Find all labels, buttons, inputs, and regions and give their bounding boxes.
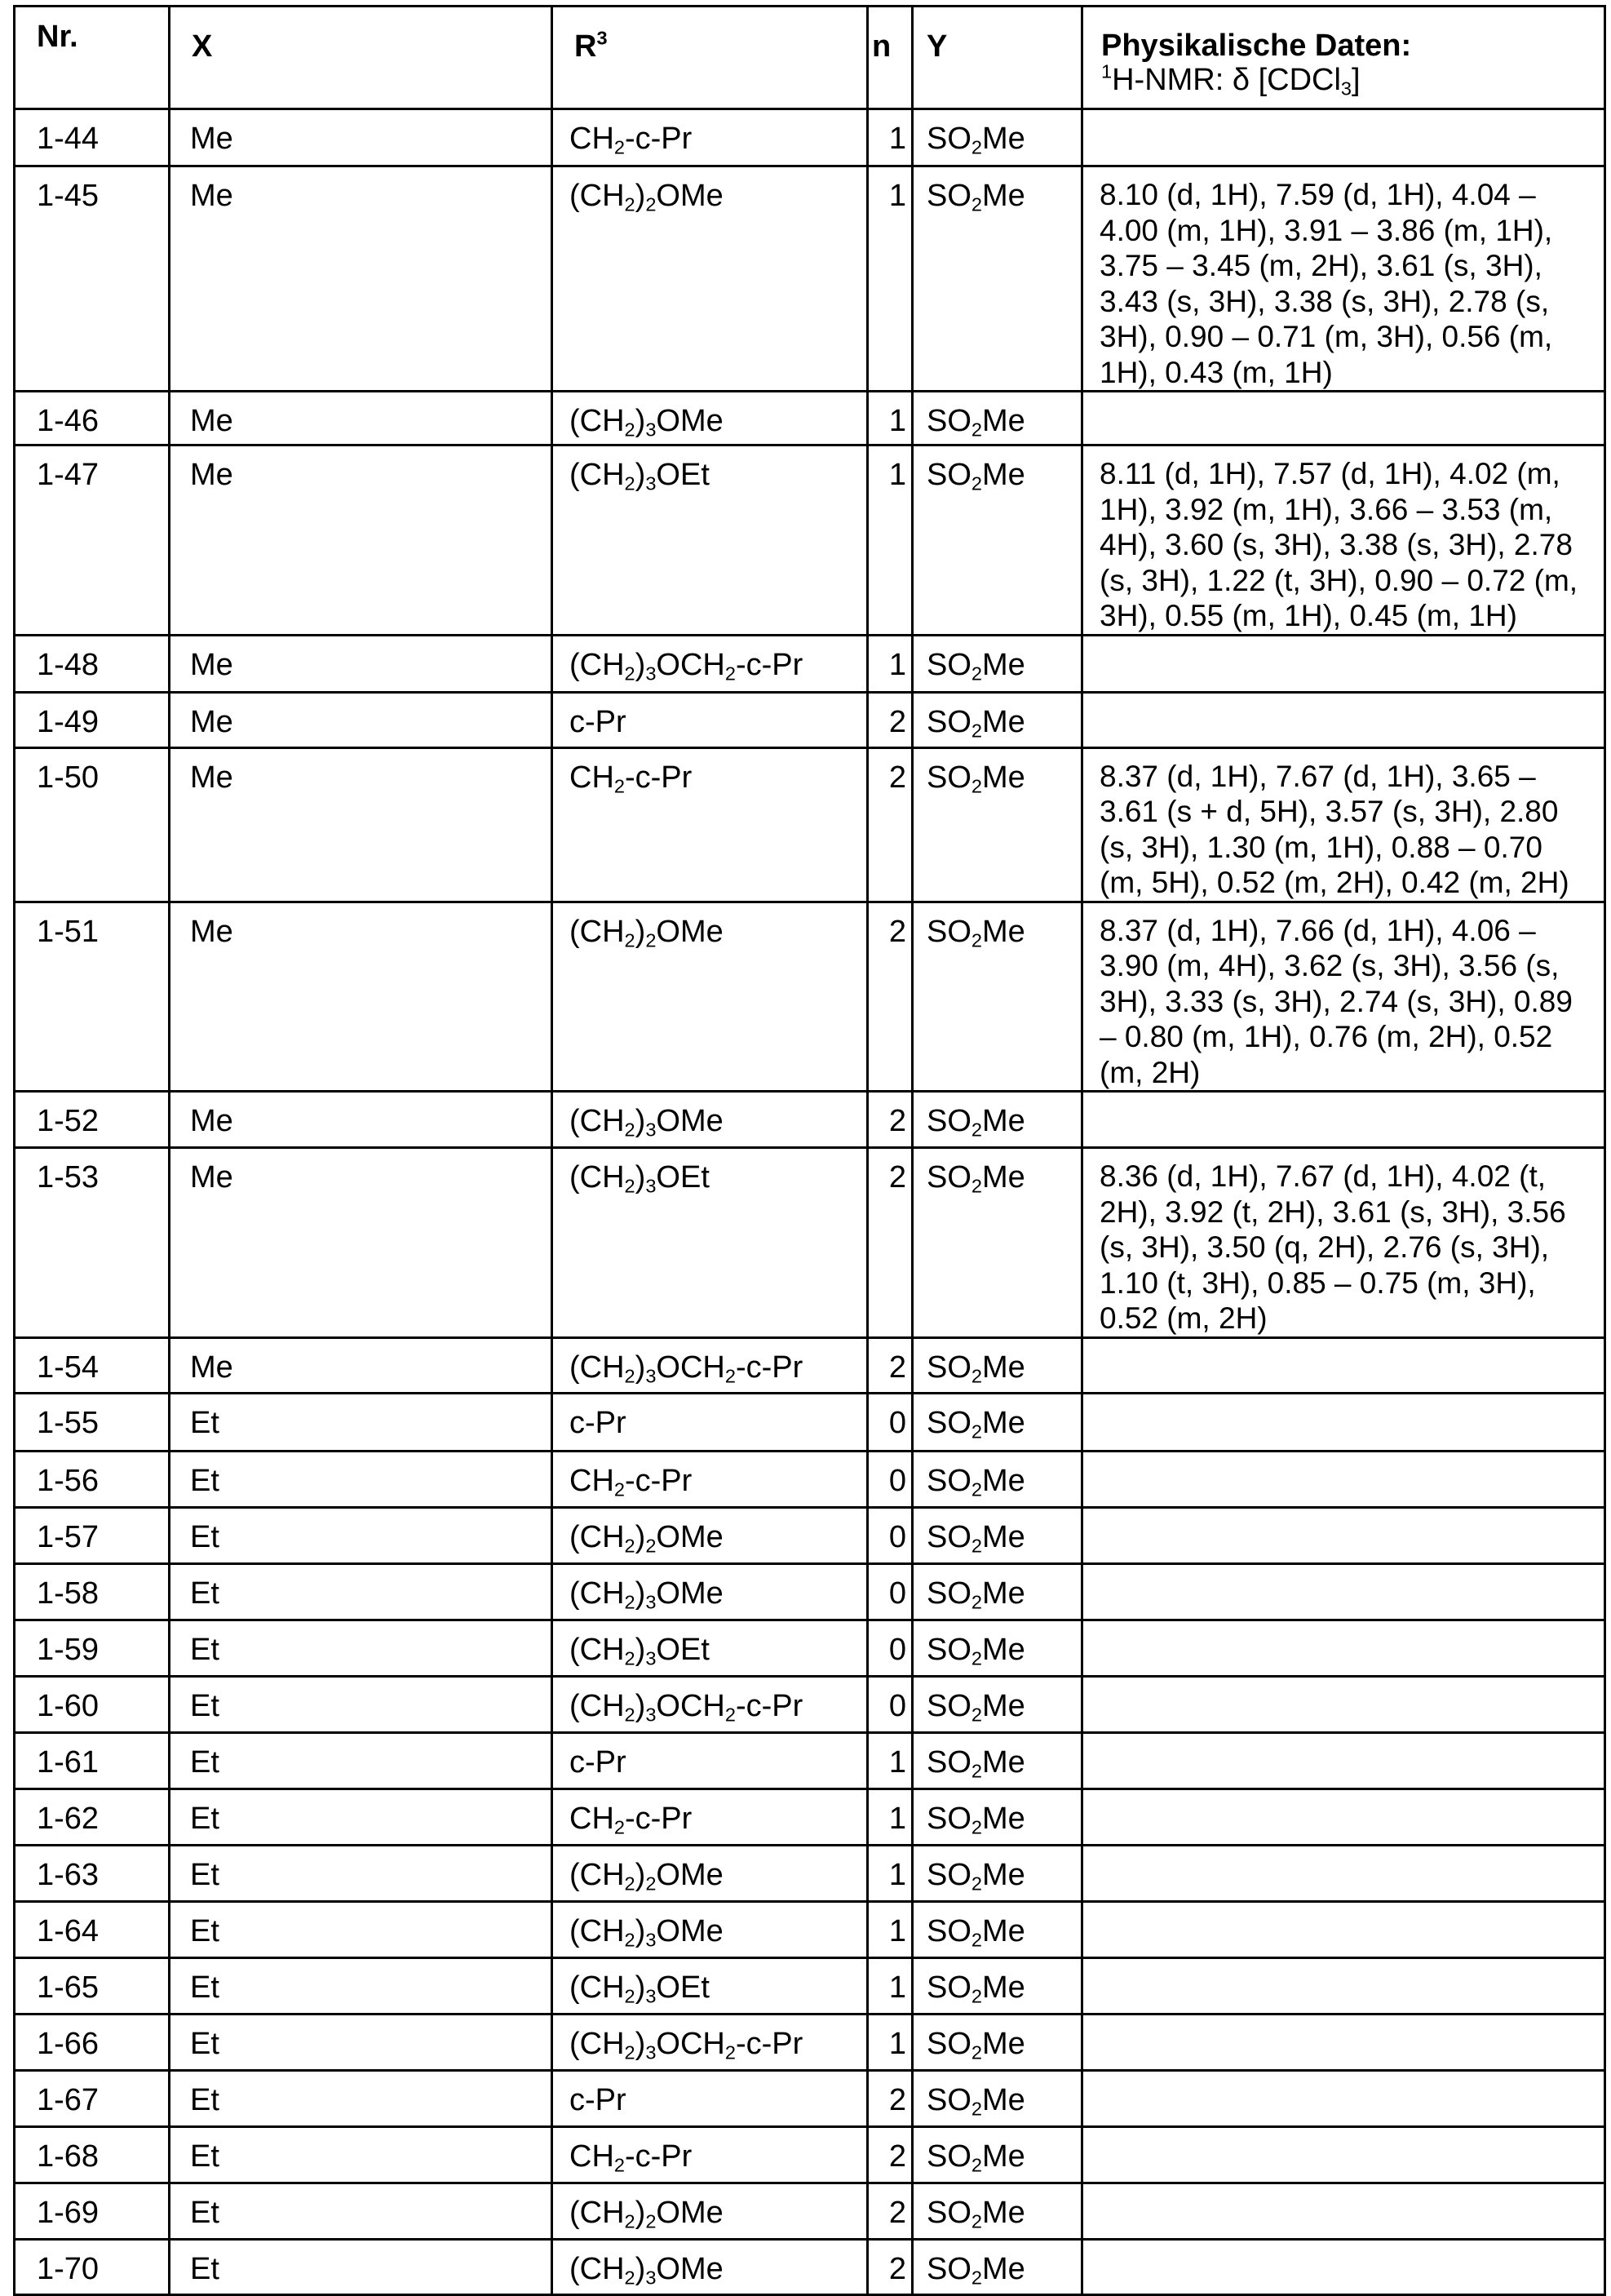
- cell-n: 2: [868, 2183, 913, 2239]
- cell-x: Et: [170, 1451, 552, 1507]
- cell-x: Et: [170, 1507, 552, 1563]
- cell-x: Et: [170, 1901, 552, 1957]
- table-row: [15, 1620, 1605, 1676]
- cell-nr: 1-57: [15, 1507, 170, 1563]
- header-r3-base: R: [574, 29, 597, 64]
- cell-x: Me: [170, 1337, 552, 1393]
- cell-r3: $(CH_2)_2OMe$: [552, 902, 868, 1092]
- cell-nr: 1-59: [15, 1620, 170, 1676]
- cell-nmr-data: [1082, 692, 1605, 747]
- cell-x: Et: [170, 1788, 552, 1845]
- cell-y: $SO_2Me$: [913, 1337, 1082, 1393]
- cell-y: $SO_2Me$: [913, 2126, 1082, 2183]
- table-row: [15, 1092, 1605, 1148]
- cell-y: $SO_2Me$: [913, 1451, 1082, 1507]
- cell-nmr-data: [1082, 1676, 1605, 1732]
- cell-nr: 1-48: [15, 635, 170, 692]
- table-row: [15, 109, 1605, 166]
- cell-nr: 1-50: [15, 747, 170, 902]
- cell-nmr-data: [1082, 109, 1605, 166]
- cell-y: $SO_2Me$: [913, 1620, 1082, 1676]
- nmr-line: 1H), 3.92 (m, 1H), 3.66 – 3.53 (m,: [1100, 492, 1553, 526]
- cell-r3: $CH_2-c-Pr$: [552, 747, 868, 902]
- cell-r3: $(CH_2)_2OMe$: [552, 1845, 868, 1901]
- header-r3: [552, 7, 868, 109]
- cell-n: 2: [868, 692, 913, 747]
- cell-n: 2: [868, 902, 913, 1092]
- cell-x: Me: [170, 166, 552, 392]
- cell-y: $SO_2Me$: [913, 1788, 1082, 1845]
- cell-nmr-data: [1082, 902, 1605, 1092]
- compound-table: [13, 5, 1606, 2296]
- cell-y: $SO_2Me$: [913, 1563, 1082, 1620]
- cell-nr: 1-60: [15, 1676, 170, 1732]
- cell-r3: c-Pr: [552, 1393, 868, 1451]
- cell-r3: $(CH_2)_3OEt$: [552, 1620, 868, 1676]
- nmr-line: (s, 3H), 1.30 (m, 1H), 0.88 – 0.70: [1100, 830, 1542, 864]
- cell-x: Et: [170, 1732, 552, 1788]
- cell-nmr-data: [1082, 166, 1605, 392]
- cell-nmr-data: [1082, 445, 1605, 636]
- cell-x: Me: [170, 902, 552, 1092]
- nmr-line: 2H), 3.92 (t, 2H), 3.61 (s, 3H), 3.56: [1100, 1195, 1566, 1229]
- cell-x: Me: [170, 1092, 552, 1148]
- nmr-line: 3H), 3.33 (s, 3H), 2.74 (s, 3H), 0.89: [1100, 984, 1573, 1018]
- cell-y: $SO_2Me$: [913, 1676, 1082, 1732]
- cell-nr: 1-65: [15, 1957, 170, 2014]
- cell-nr: 1-53: [15, 1148, 170, 1338]
- cell-r3: $(CH_2)_3OMe$: [552, 2239, 868, 2294]
- cell-r3: $(CH_2)_3OCH_2-c-Pr$: [552, 635, 868, 692]
- cell-r3: $(CH_2)_3OMe$: [552, 1901, 868, 1957]
- cell-y: $SO_2Me$: [913, 445, 1082, 636]
- cell-r3: $(CH_2)_3OCH_2-c-Pr$: [552, 1337, 868, 1393]
- cell-nmr-data: [1082, 2183, 1605, 2239]
- table-row: [15, 1507, 1605, 1563]
- cell-nmr-data: [1082, 1507, 1605, 1563]
- table-row: [15, 2126, 1605, 2183]
- cell-n: 2: [868, 1148, 913, 1338]
- cell-x: Et: [170, 1563, 552, 1620]
- cell-nmr-data: [1082, 747, 1605, 902]
- cell-y: $SO_2Me$: [913, 392, 1082, 445]
- nmr-line: 3H), 0.90 – 0.71 (m, 3H), 0.56 (m,: [1100, 320, 1553, 353]
- table-row: [15, 2014, 1605, 2070]
- cell-nr: 1-55: [15, 1393, 170, 1451]
- cell-nr: 1-54: [15, 1337, 170, 1393]
- cell-nr: 1-63: [15, 1845, 170, 1901]
- table-row: [15, 2070, 1605, 2126]
- cell-n: 2: [868, 1092, 913, 1148]
- cell-n: 2: [868, 2126, 913, 2183]
- cell-n: 1: [868, 635, 913, 692]
- cell-nr: 1-70: [15, 2239, 170, 2294]
- nmr-line: 3H), 0.55 (m, 1H), 0.45 (m, 1H): [1100, 599, 1517, 632]
- header-nr: Nr.: [15, 7, 170, 109]
- cell-r3: c-Pr: [552, 692, 868, 747]
- cell-x: Et: [170, 1957, 552, 2014]
- cell-y: $SO_2Me$: [913, 109, 1082, 166]
- cell-nr: 1-64: [15, 1901, 170, 1957]
- cell-x: Et: [170, 1845, 552, 1901]
- cell-nmr-data: [1082, 392, 1605, 445]
- cell-x: Et: [170, 2070, 552, 2126]
- cell-r3: $(CH_2)_3OCH_2-c-Pr$: [552, 1676, 868, 1732]
- cell-r3: $(CH_2)_2OMe$: [552, 166, 868, 392]
- cell-y: $SO_2Me$: [913, 1507, 1082, 1563]
- cell-r3: $(CH_2)_3OMe$: [552, 1563, 868, 1620]
- table-row: [15, 2183, 1605, 2239]
- cell-n: 1: [868, 2014, 913, 2070]
- cell-x: Et: [170, 1676, 552, 1732]
- cell-y: $SO_2Me$: [913, 747, 1082, 902]
- cell-nr: 1-56: [15, 1451, 170, 1507]
- cell-nr: 1-67: [15, 2070, 170, 2126]
- cell-x: Me: [170, 692, 552, 747]
- cell-x: Et: [170, 1393, 552, 1451]
- cell-r3: $(CH_2)_3OEt$: [552, 1957, 868, 2014]
- cell-n: 1: [868, 1901, 913, 1957]
- cell-n: 1: [868, 392, 913, 445]
- cell-r3: $CH_2-c-Pr$: [552, 2126, 868, 2183]
- cell-y: $SO_2Me$: [913, 692, 1082, 747]
- cell-x: Et: [170, 2014, 552, 2070]
- nmr-line: 0.52 (m, 2H): [1100, 1301, 1268, 1335]
- nmr-line: 8.11 (d, 1H), 7.57 (d, 1H), 4.02 (m,: [1100, 457, 1560, 490]
- nmr-line: 3.61 (s + d, 5H), 3.57 (s, 3H), 2.80: [1100, 795, 1559, 828]
- nmr-line: (m, 2H): [1100, 1055, 1201, 1089]
- cell-nr: 1-51: [15, 902, 170, 1092]
- cell-nmr-data: [1082, 1337, 1605, 1393]
- cell-n: 0: [868, 1451, 913, 1507]
- cell-y: $SO_2Me$: [913, 2070, 1082, 2126]
- nmr-line: 4.00 (m, 1H), 3.91 – 3.86 (m, 1H),: [1100, 213, 1553, 247]
- cell-nr: 1-49: [15, 692, 170, 747]
- cell-r3: $(CH_2)_2OMe$: [552, 2183, 868, 2239]
- cell-n: 0: [868, 1393, 913, 1451]
- nmr-line: – 0.80 (m, 1H), 0.76 (m, 2H), 0.52: [1100, 1020, 1553, 1053]
- cell-n: 2: [868, 2239, 913, 2294]
- nmr-line: 3.75 – 3.45 (m, 2H), 3.61 (s, 3H),: [1100, 249, 1542, 282]
- nmr-line: 1.10 (t, 3H), 0.85 – 0.75 (m, 3H),: [1100, 1265, 1536, 1300]
- cell-nmr-data: [1082, 2070, 1605, 2126]
- cell-r3: $(CH_2)_3OMe$: [552, 392, 868, 445]
- document-page: [13, 5, 1604, 2296]
- table-row: [15, 747, 1605, 902]
- cell-nmr-data: [1082, 1563, 1605, 1620]
- cell-r3: $CH_2-c-Pr$: [552, 109, 868, 166]
- nmr-line: 8.10 (d, 1H), 7.59 (d, 1H), 4.04 –: [1100, 178, 1536, 211]
- cell-x: Et: [170, 1620, 552, 1676]
- nmr-line: (s, 3H), 1.22 (t, 3H), 0.90 – 0.72 (m,: [1100, 563, 1578, 597]
- cell-nr: 1-58: [15, 1563, 170, 1620]
- cell-r3: $(CH_2)_3OCH_2-c-Pr$: [552, 2014, 868, 2070]
- header-y: Y: [913, 7, 1082, 109]
- cell-nmr-data: [1082, 1092, 1605, 1148]
- cell-n: 1: [868, 1845, 913, 1901]
- cell-nmr-data: [1082, 1957, 1605, 2014]
- cell-nr: 1-52: [15, 1092, 170, 1148]
- header-nmr-solvent: $^1$H-NMR: δ [CDCl$_3$]: [1101, 60, 1361, 100]
- cell-x: Me: [170, 109, 552, 166]
- cell-nmr-data: [1082, 1845, 1605, 1901]
- cell-n: 2: [868, 1337, 913, 1393]
- nmr-line: (m, 5H), 0.52 (m, 2H), 0.42 (m, 2H): [1100, 866, 1569, 899]
- cell-y: $SO_2Me$: [913, 902, 1082, 1092]
- cell-nr: 1-46: [15, 392, 170, 445]
- table-row: [15, 166, 1605, 392]
- header-r3-superscript: 3: [596, 27, 608, 49]
- cell-y: $SO_2Me$: [913, 1732, 1082, 1788]
- cell-r3: $(CH_2)_3OEt$: [552, 445, 868, 636]
- table-row: [15, 1393, 1605, 1451]
- cell-nmr-data: [1082, 1901, 1605, 1957]
- table-row: [15, 1563, 1605, 1620]
- nmr-line: 3.90 (m, 4H), 3.62 (s, 3H), 3.56 (s,: [1100, 949, 1560, 982]
- header-physical-data-title: Physikalische Daten:: [1101, 29, 1412, 63]
- cell-nmr-data: [1082, 1148, 1605, 1338]
- nmr-line: 8.37 (d, 1H), 7.66 (d, 1H), 4.06 –: [1100, 913, 1536, 947]
- table-row: [15, 2239, 1605, 2294]
- cell-r3: c-Pr: [552, 2070, 868, 2126]
- cell-nmr-data: [1082, 1732, 1605, 1788]
- nmr-line: 3.43 (s, 3H), 3.38 (s, 3H), 2.78 (s,: [1100, 284, 1550, 318]
- cell-n: 0: [868, 1507, 913, 1563]
- cell-x: Me: [170, 747, 552, 902]
- cell-n: 0: [868, 1620, 913, 1676]
- cell-y: $SO_2Me$: [913, 166, 1082, 392]
- cell-y: $SO_2Me$: [913, 1393, 1082, 1451]
- cell-r3: $(CH_2)_3OEt$: [552, 1148, 868, 1338]
- cell-nmr-data: [1082, 1620, 1605, 1676]
- table-row: [15, 1337, 1605, 1393]
- cell-y: $SO_2Me$: [913, 1957, 1082, 2014]
- cell-y: $SO_2Me$: [913, 2014, 1082, 2070]
- cell-x: Me: [170, 635, 552, 692]
- cell-r3: $CH_2-c-Pr$: [552, 1788, 868, 1845]
- cell-nr: 1-61: [15, 1732, 170, 1788]
- cell-r3: $(CH_2)_2OMe$: [552, 1507, 868, 1563]
- table-row: [15, 692, 1605, 747]
- table-row: [15, 392, 1605, 445]
- cell-nmr-data: [1082, 635, 1605, 692]
- table-row: [15, 1901, 1605, 1957]
- cell-n: 2: [868, 747, 913, 902]
- header-n: n: [868, 7, 913, 109]
- cell-nmr-data: [1082, 2126, 1605, 2183]
- cell-nr: 1-69: [15, 2183, 170, 2239]
- table-row: [15, 1957, 1605, 2014]
- cell-y: $SO_2Me$: [913, 1901, 1082, 1957]
- cell-x: Et: [170, 2126, 552, 2183]
- cell-nr: 1-44: [15, 109, 170, 166]
- table-row: [15, 445, 1605, 636]
- table-row: [15, 902, 1605, 1092]
- cell-n: 1: [868, 109, 913, 166]
- table-row: [15, 1676, 1605, 1732]
- table-row: [15, 1148, 1605, 1338]
- cell-nmr-data: [1082, 1393, 1605, 1451]
- cell-nr: 1-68: [15, 2126, 170, 2183]
- cell-y: $SO_2Me$: [913, 2239, 1082, 2294]
- cell-nmr-data: [1082, 2239, 1605, 2294]
- nmr-line: 4H), 3.60 (s, 3H), 3.38 (s, 3H), 2.78: [1100, 528, 1573, 561]
- cell-n: 1: [868, 166, 913, 392]
- table-row: [15, 1845, 1605, 1901]
- cell-x: Me: [170, 445, 552, 636]
- header-x: X: [170, 7, 552, 109]
- cell-y: $SO_2Me$: [913, 1092, 1082, 1148]
- cell-r3: $(CH_2)_3OMe$: [552, 1092, 868, 1148]
- cell-x: Me: [170, 1148, 552, 1338]
- cell-n: 0: [868, 1563, 913, 1620]
- table-body: [15, 109, 1605, 2295]
- cell-x: Me: [170, 392, 552, 445]
- table-row: [15, 1732, 1605, 1788]
- nmr-line: (s, 3H), 3.50 (q, 2H), 2.76 (s, 3H),: [1100, 1230, 1550, 1264]
- cell-y: $SO_2Me$: [913, 2183, 1082, 2239]
- nmr-line: 8.37 (d, 1H), 7.67 (d, 1H), 3.65 –: [1100, 759, 1536, 793]
- cell-n: 1: [868, 1788, 913, 1845]
- cell-nr: 1-62: [15, 1788, 170, 1845]
- cell-r3: c-Pr: [552, 1732, 868, 1788]
- nmr-line: 8.36 (d, 1H), 7.67 (d, 1H), 4.02 (t,: [1100, 1159, 1547, 1193]
- cell-r3: $CH_2-c-Pr$: [552, 1451, 868, 1507]
- cell-n: 2: [868, 2070, 913, 2126]
- cell-y: $SO_2Me$: [913, 1845, 1082, 1901]
- cell-x: Et: [170, 2239, 552, 2294]
- table-row: [15, 635, 1605, 692]
- cell-nmr-data: [1082, 1788, 1605, 1845]
- cell-n: 0: [868, 1676, 913, 1732]
- cell-n: 1: [868, 1732, 913, 1788]
- cell-x: Et: [170, 2183, 552, 2239]
- cell-y: $SO_2Me$: [913, 1148, 1082, 1338]
- nmr-line: 1H), 0.43 (m, 1H): [1100, 355, 1333, 389]
- header-row: [15, 7, 1605, 109]
- header-physical-data: [1082, 7, 1605, 109]
- table-row: [15, 1451, 1605, 1507]
- cell-n: 1: [868, 445, 913, 636]
- cell-nr: 1-66: [15, 2014, 170, 2070]
- table-row: [15, 1788, 1605, 1845]
- cell-nmr-data: [1082, 2014, 1605, 2070]
- cell-n: 1: [868, 1957, 913, 2014]
- cell-y: $SO_2Me$: [913, 635, 1082, 692]
- cell-nr: 1-47: [15, 445, 170, 636]
- cell-nmr-data: [1082, 1451, 1605, 1507]
- cell-nr: 1-45: [15, 166, 170, 392]
